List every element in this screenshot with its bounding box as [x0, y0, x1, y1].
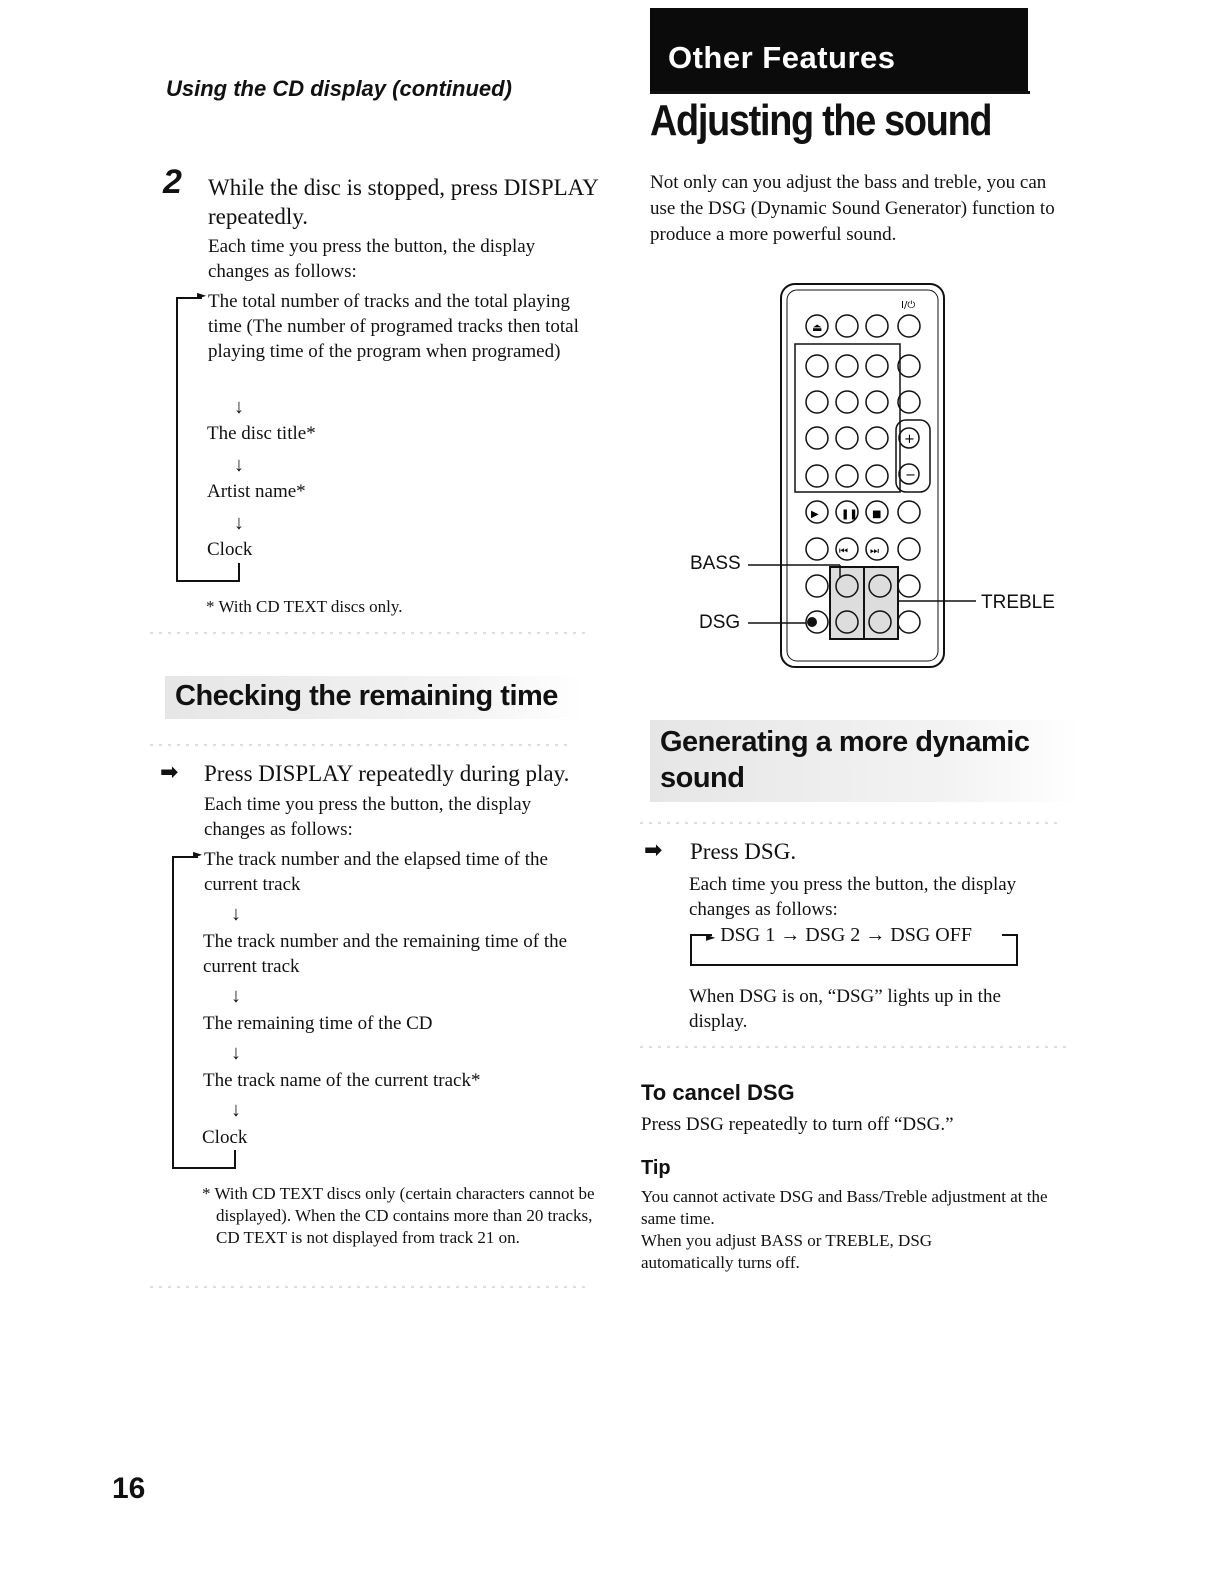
cycle-arrowhead-icon: ►	[193, 847, 203, 861]
cycle-bracket-vertical	[176, 297, 178, 582]
divider	[640, 1046, 1070, 1048]
divider	[640, 822, 1060, 824]
down-arrow-icon: ↓	[231, 903, 241, 925]
bass-button-pair	[830, 567, 864, 639]
svg-text:−: −	[905, 468, 916, 483]
dsg-cycle	[706, 924, 972, 947]
press-instruction: Press DSG.	[690, 839, 797, 864]
banner-rule	[650, 91, 1030, 94]
svg-text:⏮: ⏮	[839, 546, 848, 557]
footnote: * With CD TEXT discs only.	[206, 597, 403, 616]
tip-heading: Tip	[641, 1157, 671, 1179]
right-arrow-icon: →	[865, 924, 886, 946]
down-arrow-icon: ↓	[231, 1042, 241, 1064]
section-heading	[650, 720, 1080, 802]
press-instruction: Press DISPLAY repeatedly during play.	[204, 761, 570, 786]
sequence-item: The track number and the remaining time of the current track	[203, 931, 568, 977]
cycle-arrowhead-icon: ►	[197, 288, 207, 302]
bass-label: BASS	[690, 553, 741, 574]
down-arrow-icon: ↓	[234, 454, 244, 476]
tip-text: When you adjust BASS or TREBLE, DSG automatically turns off.	[641, 1231, 933, 1272]
sequence-item: The remaining time of the CD	[203, 1013, 433, 1034]
divider	[150, 1286, 590, 1288]
sequence-item: Clock	[207, 539, 253, 560]
cycle-bracket-bottom	[690, 964, 1018, 966]
step-description: Each time you press the button, the display changes as follows:	[689, 874, 1017, 920]
svg-text:▶: ▶	[811, 509, 819, 520]
down-arrow-icon: ↓	[234, 396, 244, 418]
treble-label: TREBLE	[981, 592, 1055, 613]
down-arrow-icon: ↓	[231, 1099, 241, 1121]
section-heading: Checking the remaining time	[165, 676, 585, 719]
power-label: I/⏻	[901, 300, 916, 311]
dsg-mode: DSG 1	[720, 924, 776, 946]
cycle-bracket-riser	[238, 563, 240, 582]
page-number: 16	[112, 1472, 146, 1505]
section-heading-line: Generating a more dynamic	[660, 726, 1030, 758]
page-title: Adjusting the sound	[650, 96, 992, 145]
right-arrow-icon: ►	[706, 930, 716, 944]
cycle-bracket-riser	[1016, 934, 1018, 966]
tip-text: You cannot activate DSG and Bass/Treble adjustment at the same time.	[641, 1187, 1048, 1228]
sequence-item: The track number and the elapsed time of the current track	[204, 849, 548, 895]
step-instruction: While the disc is stopped, press DISPLAY repeatedly.	[208, 175, 598, 229]
sequence-item: The disc title*	[207, 423, 316, 444]
divider	[150, 744, 570, 746]
sequence-item: The total number of tracks and the total playing time (The number of programed tracks then total playing time of the program when programed)	[208, 291, 579, 362]
cycle-bracket-vertical	[172, 856, 174, 1169]
sequence-item: The track name of the current track*	[203, 1070, 481, 1091]
sequence-item: Clock	[202, 1127, 248, 1148]
right-arrow-icon: →	[780, 924, 801, 946]
intro-paragraph: Not only can you adjust the bass and treble, you can use the DSG (Dynamic Sound Generator) function to produce a more powerful sound.	[650, 172, 1055, 245]
cycle-bracket-riser	[234, 1150, 236, 1169]
number-pad-frame	[795, 344, 900, 492]
dsg-mode: DSG 2	[805, 924, 861, 946]
down-arrow-icon: ↓	[231, 985, 241, 1007]
eject-icon: ⏏	[812, 321, 823, 334]
remote-button	[898, 501, 920, 523]
svg-text:❚❚: ❚❚	[841, 509, 858, 520]
subheading: To cancel DSG	[641, 1080, 795, 1105]
step-description: Each time you press the button, the display changes as follows:	[204, 794, 532, 840]
power-button	[898, 315, 920, 337]
step-number: 2	[163, 163, 182, 201]
svg-text:■: ■	[872, 509, 882, 520]
svg-text:⏭: ⏭	[870, 546, 879, 557]
cancel-text: Press DSG repeatedly to turn off “DSG.”	[641, 1114, 954, 1135]
note: When DSG is on, “DSG” lights up in the display.	[689, 986, 1001, 1032]
cycle-bracket-bottom	[172, 1167, 236, 1169]
step-description: Each time you press the button, the display changes as follows:	[208, 236, 536, 282]
remote-button	[866, 315, 888, 337]
cycle-bracket-vertical	[690, 934, 692, 966]
divider	[150, 632, 590, 634]
down-arrow-icon: ↓	[234, 512, 244, 534]
section-heading-line: sound	[660, 762, 745, 794]
svg-text:+: +	[904, 432, 915, 447]
chapter-banner-title: Other Features	[668, 40, 896, 75]
footnote: * With CD TEXT discs only (certain characters cannot be displayed). When the CD contains more than 20 tracks, CD TEXT is not displayed from track 21 on.	[202, 1184, 595, 1247]
dsg-label: DSG	[699, 612, 741, 633]
press-arrow-icon: ➡	[644, 838, 663, 863]
press-arrow-icon: ➡	[160, 760, 179, 785]
treble-button-pair	[864, 567, 898, 639]
dsg-mode: DSG OFF	[890, 924, 972, 946]
section-continued-heading: Using the CD display (continued)	[166, 76, 512, 101]
sequence-item: Artist name*	[207, 481, 306, 502]
cycle-bracket-bottom	[176, 580, 240, 582]
cycle-bracket-top-right	[1002, 934, 1018, 936]
remote-button	[836, 315, 858, 337]
